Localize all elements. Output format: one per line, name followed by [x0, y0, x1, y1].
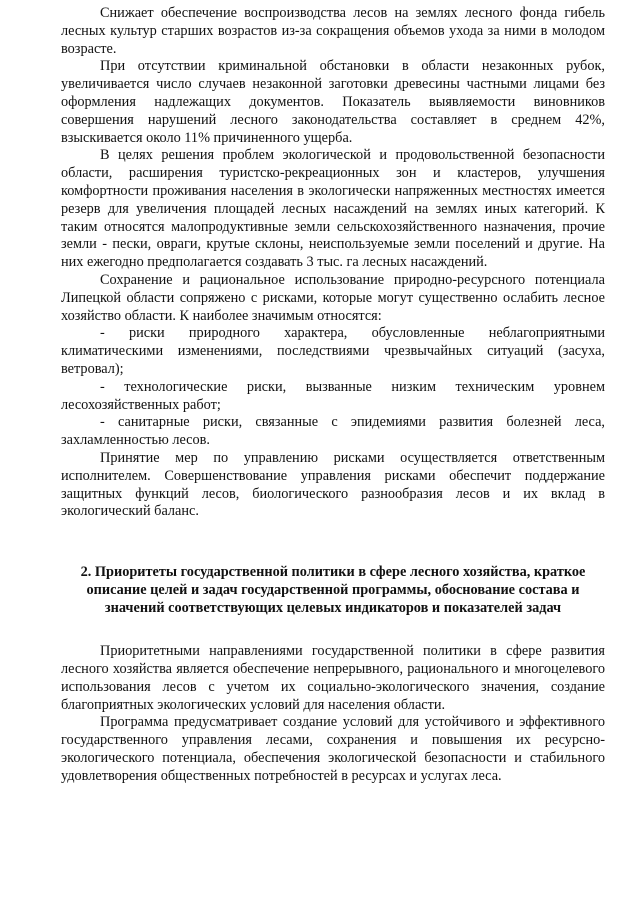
paragraph: При отсутствии криминальной обстановки в области незаконных рубок, увеличивается число случаев незаконной заготовки древесины частными лицами без оформления надлежащих документов. Показатель выявляемости виновников совершения нарушений лесного законодательства составляет в среднем 42%, взыскивается около 11% причиненного ущерба. [61, 58, 605, 146]
paragraph: Принятие мер по управлению рисками осуществляется ответственным исполнителем. Совершенствование управления рисками обеспечит поддержание защитных функций лесов, биологического разнообразия лесов и их вклад в экологический баланс. [61, 449, 605, 520]
paragraph: Снижает обеспечение воспроизводства лесов на землях лесного фонда гибель лесных культур старших возрастов из-за сокращения объемов ухода за ними в молодом возрасте. [61, 5, 605, 57]
list-item-risk-sanitary: - санитарные риски, связанные с эпидемиями развития болезней леса, захламленностью лесов. [61, 414, 605, 449]
section-heading: 2. Приоритеты государственной политики в сфере лесного хозяйства, краткое описание целей и задач государственной программы, обоснование состава и значений соответствующих целевых индикаторов и показателей задач [80, 564, 586, 617]
paragraph: Сохранение и рациональное использование природно-ресурсного потенциала Липецкой области сопряжено с рисками, которые могут существенно ослабить лесное хозяйство области. К наиболее значимым относятся: [61, 271, 605, 324]
list-item-risk-natural: - риски природного характера, обусловленные неблагоприятными климатическими изменениями, последствиями чрезвычайных ситуаций (засуха, ветровал); [61, 325, 605, 377]
paragraph: Приоритетными направлениями государственной политики в сфере развития лесного хозяйства является обеспечение непрерывного, рационального и многоцелевого использования лесов с учетом их социально-экологического значения, создание благоприятных экологических условий для населения области. [61, 643, 605, 713]
paragraph: В целях решения проблем экологической и продовольственной безопасности области, расширения туристско-рекреационных зон и кластеров, улучшения комфортности проживания населения в экологически напряженных местностях имеется резерв для увеличения площадей лесных насаждений на землях иных категорий. К таким относятся малопродуктивные земли сельскохозяйственного назначения, прочие земли - пески, овраги, крутые склоны, неиспользуемые земли поселений и другие. На них ежегодно предполагается создавать 3 тыс. га лесных насаждений. [61, 147, 605, 271]
paragraph: Программа предусматривает создание условий для устойчивого и эффективного государственного управления лесами, сохранения и повышения их ресурсно-экологического потенциала, обеспечения экологической безопасности и стабильного удовлетворения общественных потребностей в ресурсах и услугах леса. [61, 714, 605, 784]
spacer [61, 617, 605, 643]
list-item-risk-technological: - технологические риски, вызванные низким техническим уровнем лесохозяйственных работ; [61, 378, 605, 413]
